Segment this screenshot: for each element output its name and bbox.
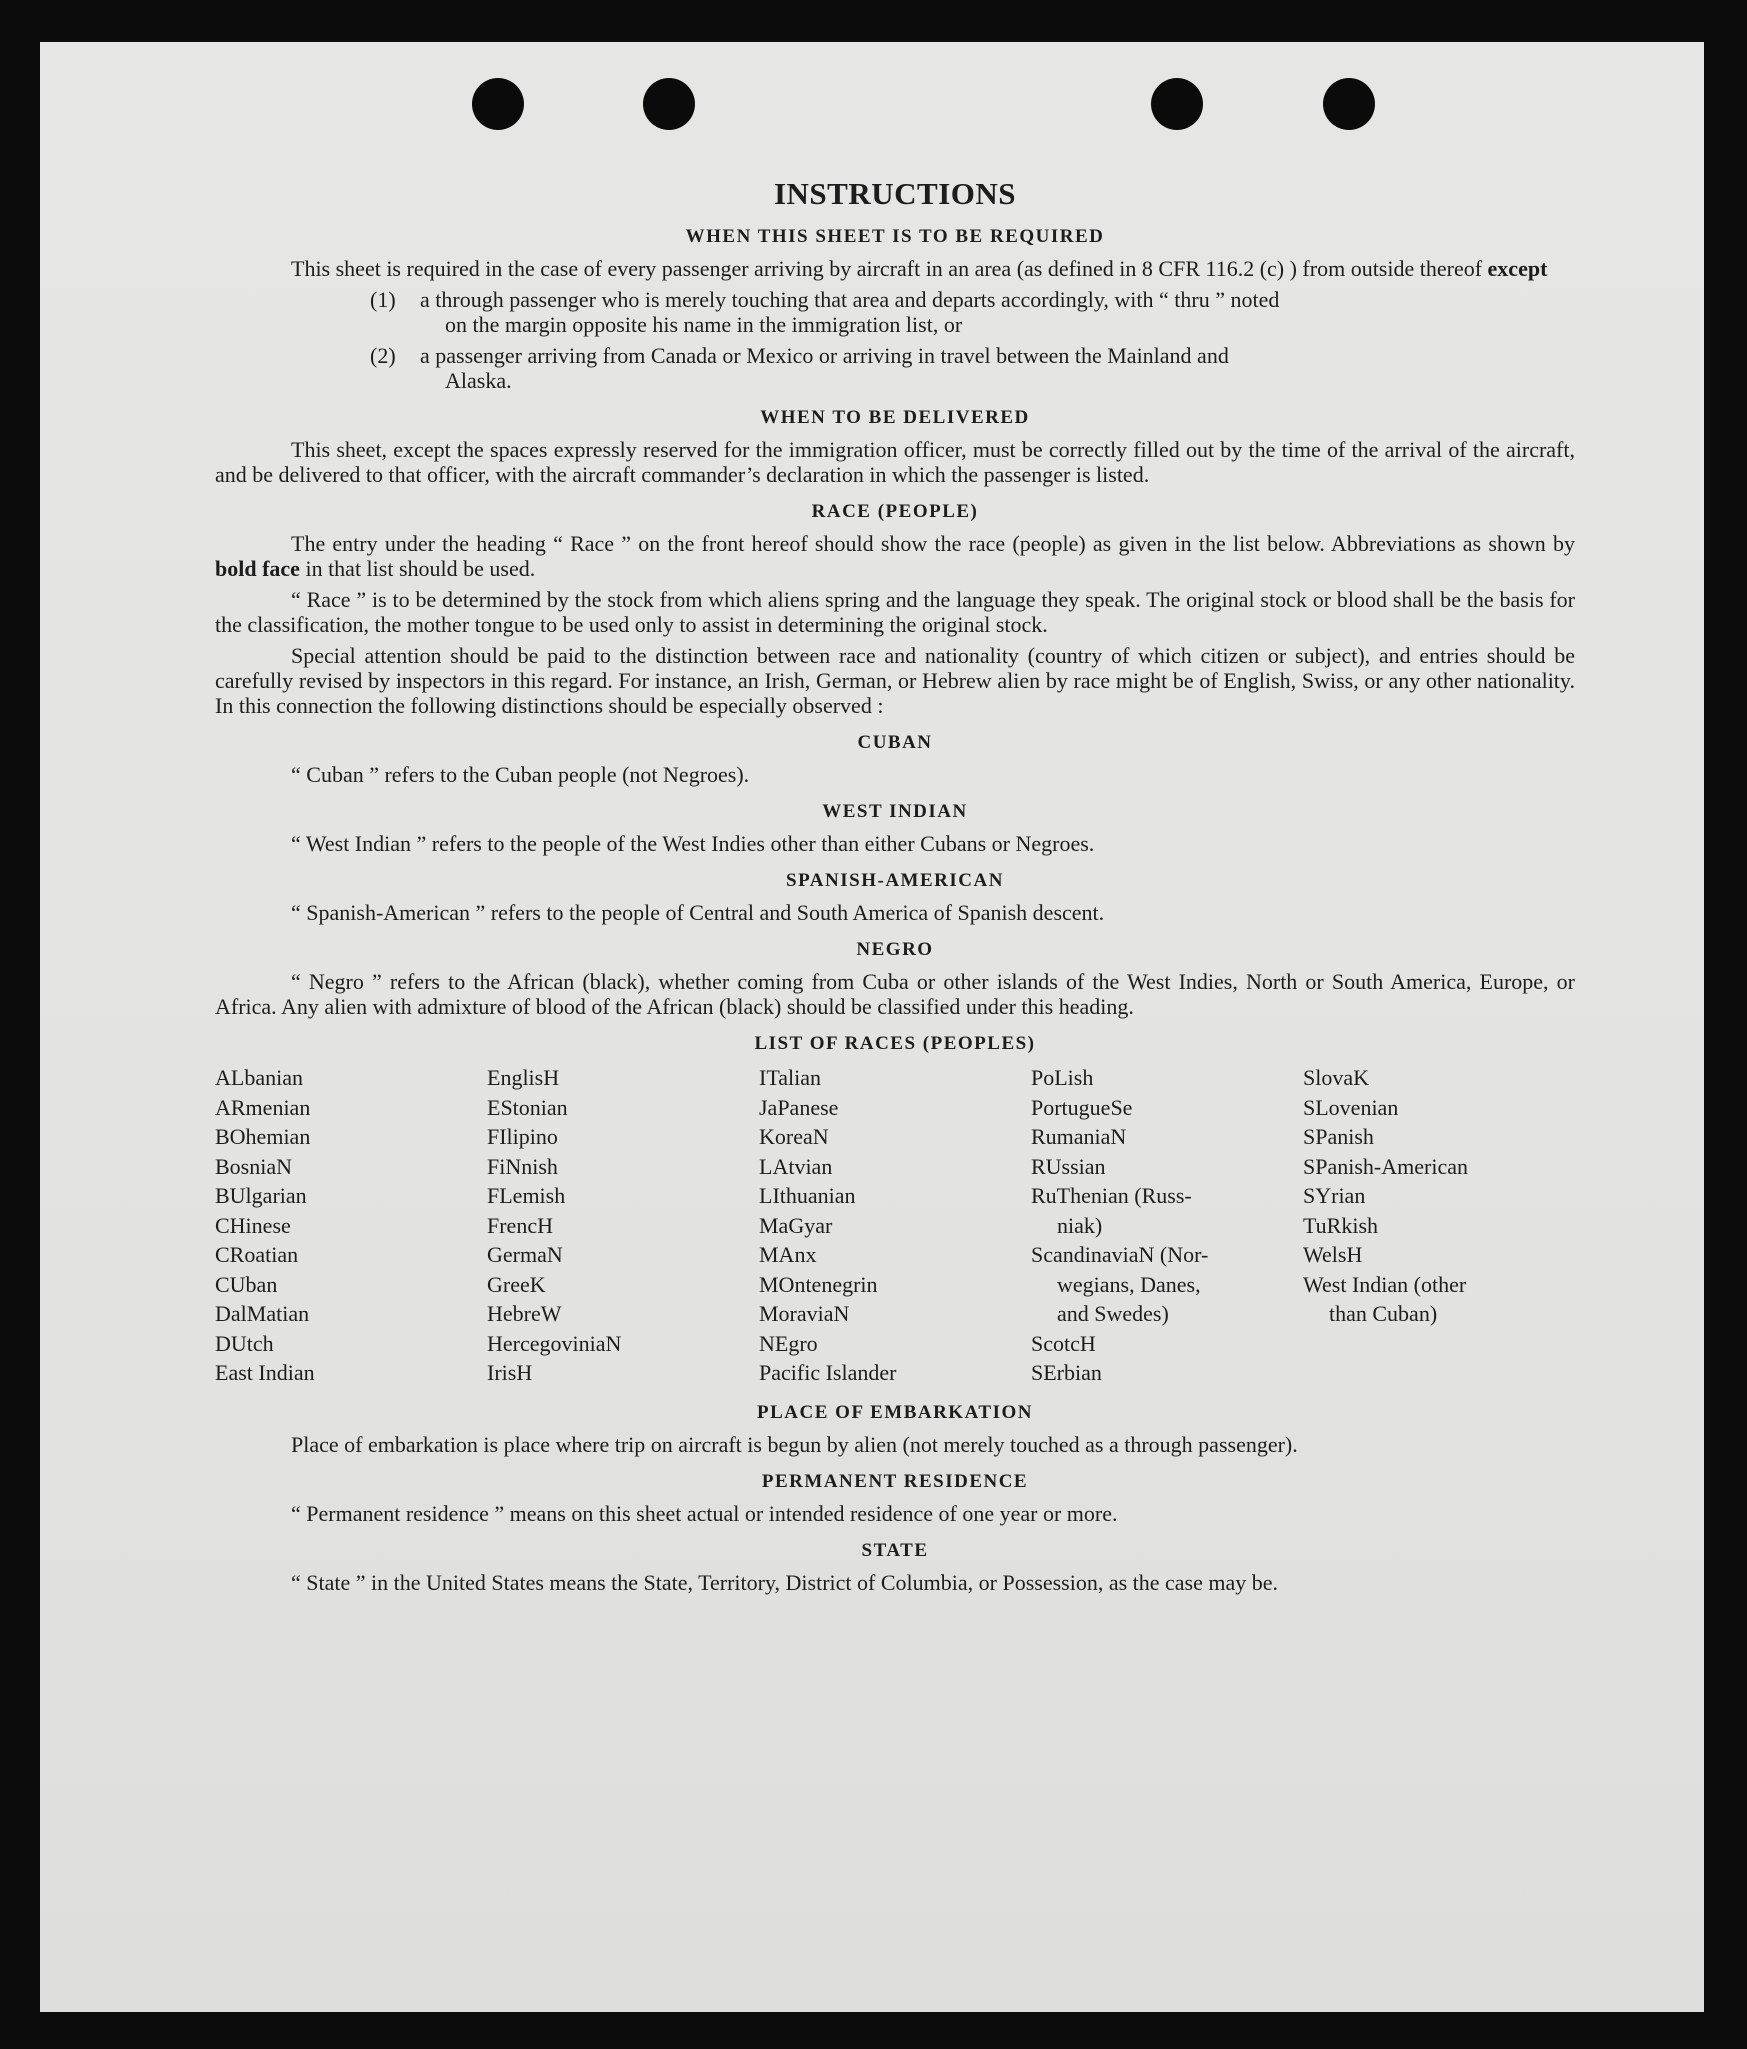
section-heading-state: STATE xyxy=(861,1539,929,1561)
required-intro: This sheet is required in the case of every passenger arriving by aircraft in an area (as defined in 8 CFR 116.2 (c) ) from outside thereof except xyxy=(291,256,1548,281)
race-entry: WelsH xyxy=(1303,1242,1363,1267)
exception-item-1: (1) a through passenger who is merely touching that area and departs accordingly, with “ thru ” noted on the margin opposite his name in the immigration list, or xyxy=(370,287,1280,337)
race-entry: PoLish xyxy=(1031,1065,1094,1090)
punch-hole xyxy=(1323,78,1375,130)
section-heading-embarkation: PLACE OF EMBARKATION xyxy=(757,1401,1033,1423)
race-entry: MaGyar xyxy=(759,1212,833,1238)
race-entry: LAtvian xyxy=(759,1153,833,1179)
race-entry: PortugueSe xyxy=(1031,1094,1133,1120)
race-list xyxy=(215,1063,1575,1388)
cuban-text: “ Cuban ” refers to the Cuban people (not Negroes). xyxy=(291,762,750,787)
section-heading-west-indian: WEST INDIAN xyxy=(822,801,968,822)
page-title: INSTRUCTIONS xyxy=(773,176,1016,211)
punch-hole xyxy=(643,78,695,130)
race-entry: GreeK xyxy=(487,1271,546,1297)
race-entry: BosniaN xyxy=(215,1153,292,1179)
race-entry: BUlgarian xyxy=(215,1183,307,1208)
race-entry: EStonian xyxy=(487,1094,568,1120)
race-entry: SPanish-American xyxy=(1303,1153,1468,1179)
race-entry: CUban xyxy=(215,1271,278,1297)
section-heading-negro: NEGRO xyxy=(856,939,934,960)
race-entry: East Indian xyxy=(215,1360,315,1385)
race-entry: niak) xyxy=(1057,1212,1103,1238)
race-entry: SErbian xyxy=(1031,1360,1102,1385)
race-entry: HercegoviniaN xyxy=(487,1330,622,1356)
race-entry: DalMatian xyxy=(215,1301,310,1326)
race-entry: wegians, Danes, xyxy=(1057,1271,1201,1297)
race-entry: MAnx xyxy=(759,1242,817,1267)
race-column xyxy=(759,1063,1031,1388)
race-column xyxy=(215,1063,487,1388)
section-heading-residence: PERMANENT RESIDENCE xyxy=(761,1470,1029,1492)
document-page xyxy=(40,42,1704,2012)
race-entry: BOhemian xyxy=(215,1124,311,1149)
race-entry: DUtch xyxy=(215,1330,274,1356)
state-text: “ State ” in the United States means the State, Territory, District of Columbia, or Possession, as the case may be. xyxy=(291,1569,1279,1595)
section-heading-spanish-american: SPANISH-AMERICAN xyxy=(786,870,1004,891)
race-entry: RumaniaN xyxy=(1031,1124,1127,1149)
race-entry: RUssian xyxy=(1031,1153,1106,1179)
race-entry: ScandinaviaN (Nor- xyxy=(1031,1242,1209,1267)
race-entry: JaPanese xyxy=(759,1094,839,1120)
race-entry: RuThenian (Russ- xyxy=(1031,1183,1192,1208)
race-entry: GermaN xyxy=(487,1242,563,1267)
race-entry: FiNnish xyxy=(487,1153,558,1179)
embarkation-text: Place of embarkation is place where trip on aircraft is begun by alien (not merely touched as a through passenger). xyxy=(291,1431,1298,1457)
race-entry: SPanish xyxy=(1303,1124,1374,1149)
section-heading-race-list: LIST OF RACES (PEOPLES) xyxy=(754,1033,1036,1054)
race-paragraph-2: “ Race ” is to be determined by the stock from which aliens spring and the language they speak. The original stock or blood shall be the basis for the classification, the mother tongue to be used only to assist in determining the original stock. xyxy=(215,587,1575,637)
west-indian-text: “ West Indian ” refers to the people of the West Indies other than either Cubans or Negroes. xyxy=(291,831,1095,856)
section-heading-race: RACE (PEOPLE) xyxy=(811,501,979,522)
race-entry: CRoatian xyxy=(215,1242,299,1267)
race-column xyxy=(487,1063,759,1388)
race-entry: ScotcH xyxy=(1031,1330,1096,1356)
section-heading-required: WHEN THIS SHEET IS TO BE REQUIRED xyxy=(685,226,1105,247)
race-entry: MOntenegrin xyxy=(759,1271,878,1297)
race-entry: ARmenian xyxy=(215,1094,311,1120)
instructions-content xyxy=(215,176,1575,1601)
section-heading-cuban: CUBAN xyxy=(857,732,933,753)
race-column xyxy=(1031,1063,1303,1388)
race-entry: and Swedes) xyxy=(1057,1301,1169,1326)
race-entry: HebreW xyxy=(487,1301,562,1326)
residence-text: “ Permanent residence ” means on this sheet actual or intended residence of one year or more. xyxy=(291,1500,1118,1526)
race-paragraph-1: The entry under the heading “ Race ” on the front hereof should show the race (people) as given in the list below. Abbreviations as shown by bold face in that list should be used. xyxy=(215,531,1575,581)
punch-hole xyxy=(472,78,524,130)
race-entry: Pacific Islander xyxy=(759,1360,897,1385)
race-entry: SYrian xyxy=(1303,1183,1366,1208)
race-entry: FIlipino xyxy=(487,1124,558,1149)
race-entry: KoreaN xyxy=(759,1124,829,1149)
race-entry: CHinese xyxy=(215,1212,291,1238)
race-paragraph-3: Special attention should be paid to the distinction between race and nationality (country of which citizen or subject), and entries should be carefully revised by inspectors in this regard. For instance, an Irish, German, or Hebrew alien by race might be of English, Swiss, or any other nationality. In this connection the following distinctions should be especially observed : xyxy=(215,643,1575,718)
exception-item-2: (2) a passenger arriving from Canada or Mexico or arriving in travel between the Mainland and Alaska. xyxy=(370,343,1229,393)
delivered-text: This sheet, except the spaces expressly reserved for the immigration officer, must be correctly filled out by the time of the arrival of the aircraft, and be delivered to that officer, with the aircraft commander’s declaration in which the passenger is listed. xyxy=(215,437,1575,487)
race-entry: SlovaK xyxy=(1303,1065,1369,1090)
race-entry: ITalian xyxy=(759,1065,821,1090)
race-entry: LIthuanian xyxy=(759,1183,856,1208)
race-entry: NEgro xyxy=(759,1330,818,1356)
race-entry: EnglisH xyxy=(487,1065,560,1090)
punch-hole xyxy=(1151,78,1203,130)
race-entry: IrisH xyxy=(487,1360,533,1385)
race-entry: FrencH xyxy=(487,1212,553,1238)
race-entry: than Cuban) xyxy=(1329,1301,1438,1326)
race-entry: ALbanian xyxy=(215,1065,303,1090)
spanish-american-text: “ Spanish-American ” refers to the people of Central and South America of Spanish descent. xyxy=(291,900,1105,925)
race-entry: FLemish xyxy=(487,1183,566,1208)
negro-text: “ Negro ” refers to the African (black), whether coming from Cuba or other islands of the West Indies, North or South America, Europe, or Africa. Any alien with admixture of blood of the African (black) should be classified under this heading. xyxy=(215,969,1575,1019)
race-entry: MoraviaN xyxy=(759,1301,850,1326)
race-column xyxy=(1303,1063,1575,1388)
race-entry: TuRkish xyxy=(1303,1212,1379,1238)
section-heading-delivered: WHEN TO BE DELIVERED xyxy=(760,407,1030,428)
race-entry: SLovenian xyxy=(1303,1094,1399,1120)
race-entry: West Indian (other xyxy=(1303,1271,1467,1297)
